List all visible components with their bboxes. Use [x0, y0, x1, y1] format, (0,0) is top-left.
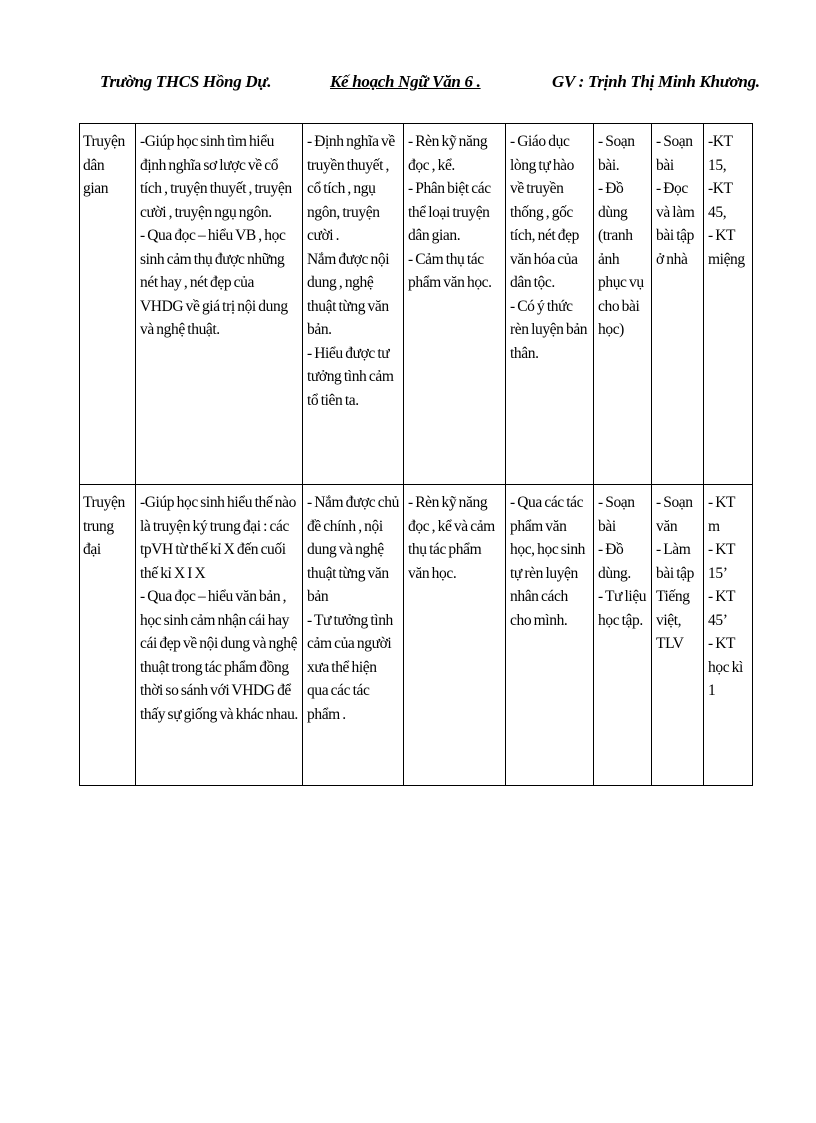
school-name: Trường THCS Hồng Dự. — [100, 72, 272, 91]
skills-cell: - Rèn kỹ năng đọc , kể và cảm thụ tác phẩm văn học. — [404, 485, 506, 786]
attitude-cell: - Qua các tác phẩm văn học, học sinh tự rèn luyện nhân cách cho mình. — [506, 485, 594, 786]
teacher-name: GV : Trịnh Thị Minh Khương. — [552, 72, 760, 91]
student-prep-cell: - Soạn bài - Đọc và làm bài tập ở nhà — [652, 124, 704, 485]
topic-cell: Truyện trung đại — [80, 485, 136, 786]
topic-cell: Truyện dân gian — [80, 124, 136, 485]
table-row — [80, 485, 753, 786]
plan-title: Kế hoạch Ngữ Văn 6 . — [330, 72, 481, 91]
attitude-cell: - Giáo dục lòng tự hào về truyền thống , gốc tích, nét đẹp văn hóa của dân tộc. - Có ý thức rèn luyện bản thân. — [506, 124, 594, 485]
student-prep-cell: - Soạn văn - Làm bài tập Tiếng việt, TLV — [652, 485, 704, 786]
objective-cell: -Giúp học sinh hiểu thế nào là truyện ký trung đại : các tpVH từ thế kỉ X đến cuối thế kỉ X I X - Qua đọc – hiểu văn bản , học sinh cảm nhận cái hay cái đẹp về nội dung và nghệ thuật trong tác phẩm đồng thời so sánh với VHDG để thấy sự giống và khác nhau. — [136, 485, 303, 786]
knowledge-cell: - Định nghĩa về truyền thuyết , cổ tích , ngụ ngôn, truyện cười . Nắm được nội dung , nghệ thuật từng văn bản. - Hiểu được tư tưởng tình cảm tổ tiên ta. — [303, 124, 404, 485]
page-header — [0, 72, 816, 102]
skills-cell: - Rèn kỹ năng đọc , kể. - Phân biệt các thể loại truyện dân gian. - Cảm thụ tác phẩm văn học. — [404, 124, 506, 485]
table-row — [80, 124, 753, 485]
teaching-plan-table — [79, 123, 753, 786]
knowledge-cell: - Nắm được chủ đề chính , nội dung và nghệ thuật từng văn bản - Tư tưởng tình cảm của người xưa thể hiện qua các tác phẩm . — [303, 485, 404, 786]
teacher-prep-cell: - Soạn bài. - Đồ dùng (tranh ảnh phục vụ cho bài học) — [594, 124, 652, 485]
teacher-prep-cell: - Soạn bài - Đồ dùng. - Tư liệu học tập. — [594, 485, 652, 786]
objective-cell: -Giúp học sinh tìm hiểu định nghĩa sơ lược về cổ tích , truyện thuyết , truyện cười , truyện ngụ ngôn. - Qua đọc – hiểu VB , học sinh cảm thụ được những nét hay , nét đẹp của VHDG về giá trị nội dung và nghệ thuật. — [136, 124, 303, 485]
assessment-cell: - KT m - KT 15’ - KT 45’ - KT học kì 1 — [704, 485, 753, 786]
assessment-cell: -KT 15, -KT 45, - KT miệng — [704, 124, 753, 485]
